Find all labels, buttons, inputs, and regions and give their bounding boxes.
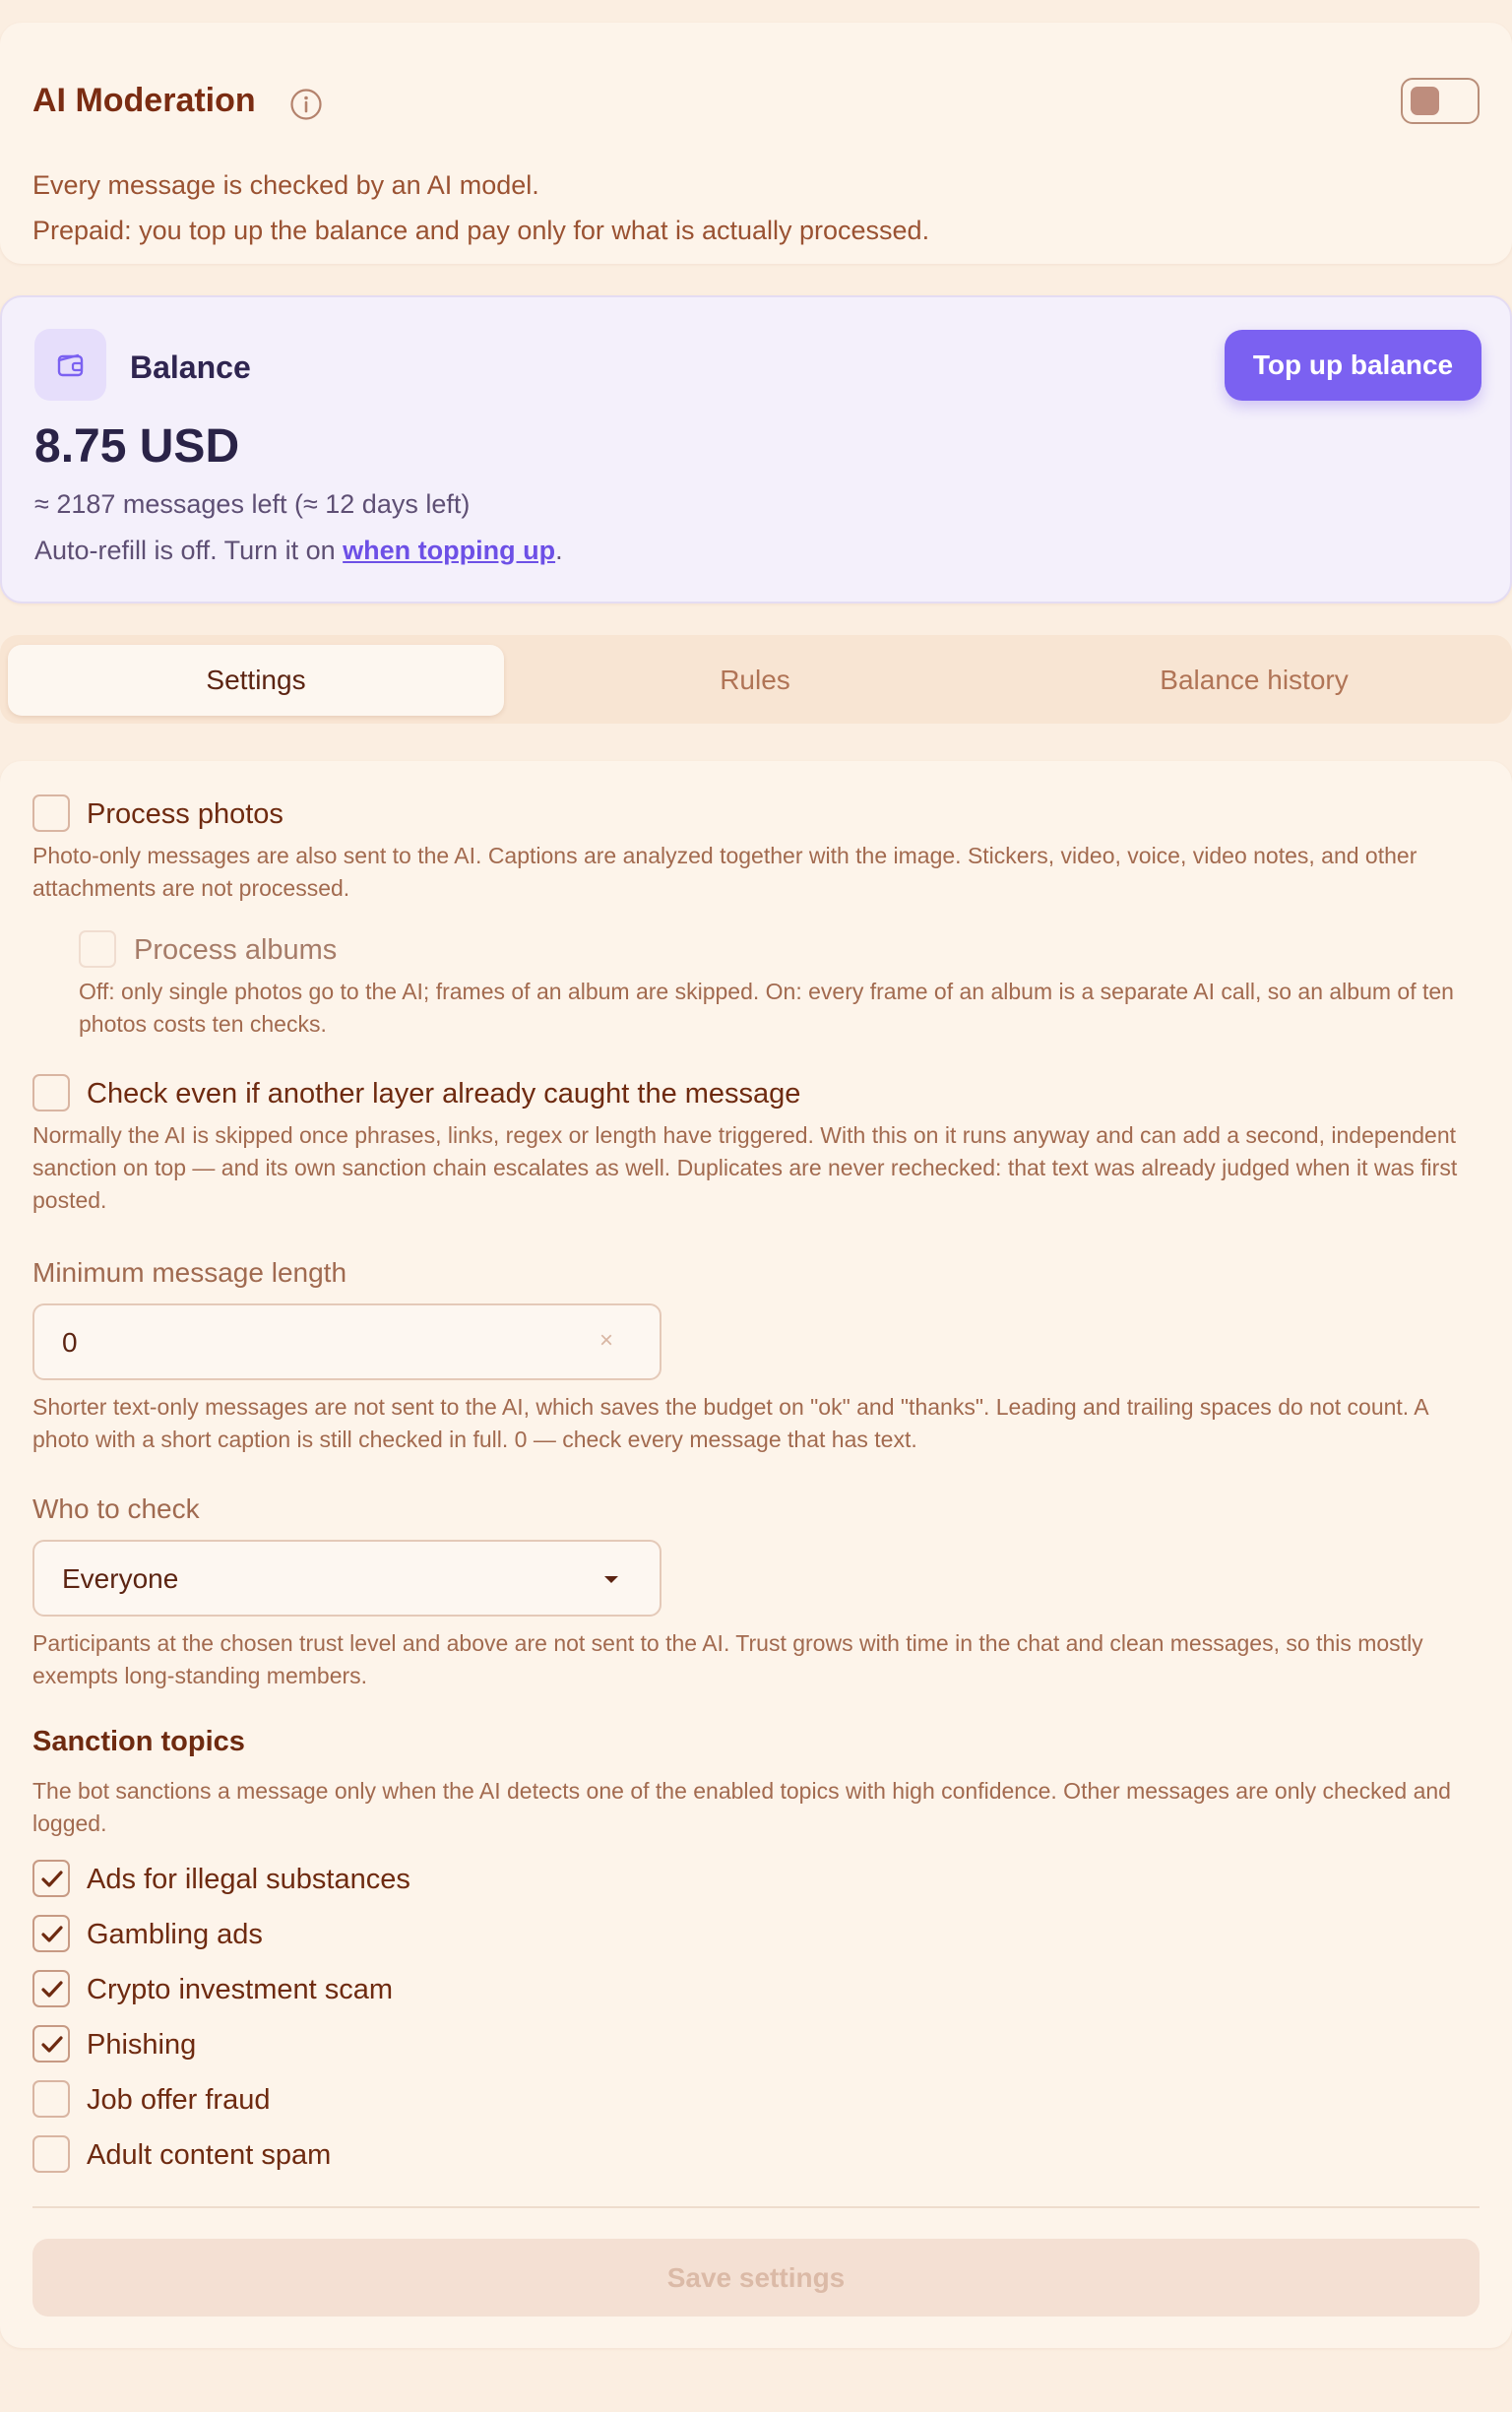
process-photos-label: Process photos xyxy=(87,798,284,830)
balance-amount: 8.75 USD xyxy=(34,420,240,473)
process-photos-checkbox[interactable] xyxy=(32,794,70,832)
process-albums-checkbox[interactable] xyxy=(79,930,116,968)
check-icon xyxy=(40,2034,64,2056)
topic-label: Adult content spam xyxy=(87,2139,332,2171)
topic-checkbox-job-fraud[interactable] xyxy=(32,2080,70,2118)
min-length-help: Shorter text-only messages are not sent to the AI, which saves the budget on "ok" and "thanks". Leading and trailing spaces do not count. A photo with a short caption is still checked in full. 0 — check every message that has text. xyxy=(32,1394,1428,1452)
topic-checkbox-phishing[interactable] xyxy=(32,2025,70,2063)
tab-bar xyxy=(0,635,1512,724)
wallet-icon xyxy=(56,350,86,380)
when-topping-up-link[interactable]: when topping up xyxy=(343,536,556,565)
chevron-down-icon xyxy=(603,1575,619,1585)
check-even-if-caught-checkbox[interactable] xyxy=(32,1074,70,1111)
moderation-description-line1: Every message is checked by an AI model. xyxy=(32,170,539,200)
topic-checkbox-illegal-substances[interactable] xyxy=(32,1860,70,1897)
check-even-if-caught-help: Normally the AI is skipped once phrases, links, regex or length have triggered. With this on it runs anyway and can add a second, independent sanction on top — and its own sanction chain escalates as well. Duplicates are never rechecked: that text was already judged when it was first posted. xyxy=(32,1122,1458,1213)
page-title: AI Moderation xyxy=(32,82,256,119)
tab-rules[interactable]: Rules xyxy=(720,665,790,695)
info-icon[interactable] xyxy=(289,88,323,121)
topic-label: Crypto investment scam xyxy=(87,1974,394,2005)
min-length-value: 0 xyxy=(62,1327,78,1358)
process-albums-help: Off: only single photos go to the AI; frames of an album are skipped. On: every frame of an album is a separate AI call, so an album of ten photos costs ten checks. xyxy=(79,979,1454,1037)
moderation-toggle[interactable] xyxy=(1401,78,1480,124)
sanction-topics-help: The bot sanctions a message only when the AI detects one of the enabled topics with high confidence. Other messages are only checked and logged. xyxy=(32,1778,1451,1836)
check-even-if-caught-label: Check even if another layer already caught the message xyxy=(87,1078,801,1110)
moderation-description-line2: Prepaid: you top up the balance and pay only for what is actually processed. xyxy=(32,216,930,245)
topic-checkbox-crypto-scam[interactable] xyxy=(32,1970,70,2007)
topic-checkbox-gambling[interactable] xyxy=(32,1915,70,1952)
topic-label: Gambling ads xyxy=(87,1919,263,1950)
check-icon xyxy=(40,1869,64,1890)
auto-refill-text xyxy=(34,536,563,566)
who-to-check-value: Everyone xyxy=(62,1563,179,1594)
who-to-check-select[interactable] xyxy=(32,1540,662,1617)
save-settings-button[interactable]: Save settings xyxy=(32,2239,1480,2317)
settings-card xyxy=(0,761,1512,2348)
topic-label: Job offer fraud xyxy=(87,2084,271,2116)
divider xyxy=(32,2206,1480,2208)
topic-label: Phishing xyxy=(87,2029,197,2061)
auto-refill-prefix: Auto-refill is off. Turn it on xyxy=(34,536,344,565)
check-icon xyxy=(40,1979,64,2000)
auto-refill-suffix: . xyxy=(555,536,563,565)
top-up-balance-button[interactable]: Top up balance xyxy=(1225,330,1481,401)
tab-settings[interactable]: Settings xyxy=(8,645,504,716)
process-albums-label: Process albums xyxy=(134,934,338,966)
balance-label: Balance xyxy=(130,349,251,385)
tab-balance-history[interactable]: Balance history xyxy=(1160,665,1349,695)
topic-label: Ads for illegal substances xyxy=(87,1864,410,1895)
sanction-topics-title: Sanction topics xyxy=(32,1726,245,1757)
clear-icon[interactable]: × xyxy=(599,1327,614,1354)
process-photos-help: Photo-only messages are also sent to the AI. Captions are analyzed together with the image. Stickers, video, voice, video notes, and other attachments are not processed. xyxy=(32,843,1418,901)
topic-checkbox-adult-spam[interactable] xyxy=(32,2135,70,2173)
balance-card xyxy=(0,295,1512,603)
who-to-check-help: Participants at the chosen trust level and above are not sent to the AI. Trust grows with time in the chat and clean messages, so this mostly exempts long-standing members. xyxy=(32,1630,1423,1688)
toggle-knob xyxy=(1411,87,1439,115)
messages-left-text: ≈ 2187 messages left (≈ 12 days left) xyxy=(34,489,471,519)
wallet-icon-box xyxy=(34,329,106,401)
check-icon xyxy=(40,1924,64,1945)
min-length-label: Minimum message length xyxy=(32,1257,347,1288)
who-to-check-label: Who to check xyxy=(32,1493,200,1524)
min-length-input[interactable] xyxy=(32,1303,662,1380)
ai-moderation-card xyxy=(0,23,1512,264)
